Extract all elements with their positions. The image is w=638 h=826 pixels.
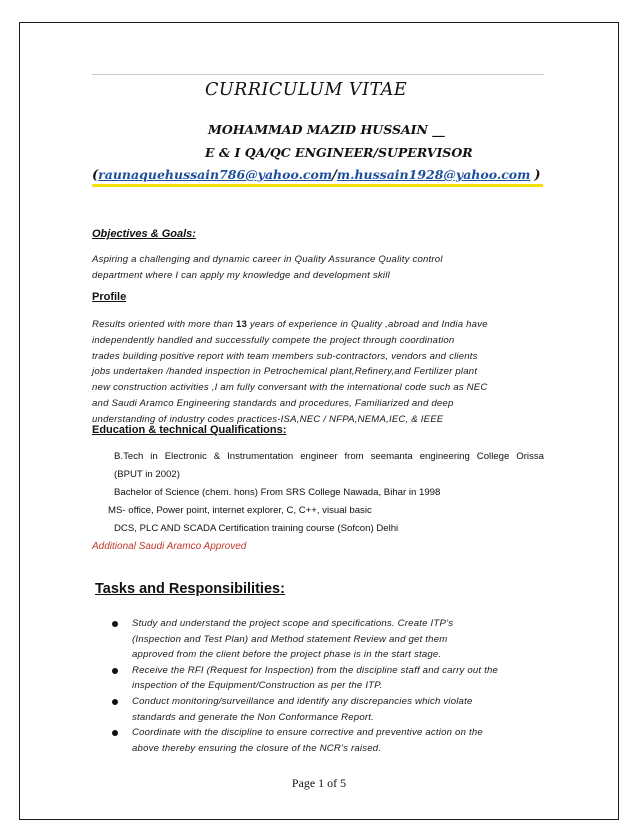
- task-line: (Inspection and Test Plan) and Method statement Review and get them: [132, 633, 448, 645]
- task-line: Study and understand the project scope and specifications. Create ITP’s: [132, 618, 454, 629]
- task-line: Receive the RFI (Request for Inspection) from the discipline staff and carry out the: [132, 664, 499, 676]
- profile-text: [92, 317, 552, 428]
- profile-line: jobs undertaken /handed inspection in Petrochemical plant,Refinery,and Fertilizer plant: [92, 366, 478, 378]
- profile-heading: Profile: [92, 291, 127, 303]
- profile-line: understanding of industry codes practices-ISA,NEC / NFPA,NEMA,IEC, & IEEE: [92, 413, 444, 425]
- profile-line-post: years of experience in Quality ,abroad and India have: [247, 319, 488, 330]
- bullet-icon: [112, 621, 118, 627]
- profile-line-pre: Results oriented with more than: [92, 319, 236, 330]
- tasks-list: [112, 616, 552, 756]
- profile-line: new construction activities ,I am fully conversant with the international code such as NEC: [92, 382, 488, 394]
- task-line: inspection of the Equipment/Construction as per the ITP.: [132, 680, 383, 692]
- education-item: MS- office, Power point, internet explorer, C, C++, visual basic: [108, 505, 372, 516]
- candidate-name: MOHAMMAD MAZID HUSSAIN __: [208, 122, 445, 137]
- profile-line: [92, 317, 552, 333]
- education-item: (BPUT in 2002): [114, 469, 180, 480]
- page-number: Page 1 of 5: [291, 776, 347, 790]
- candidate-role: E & I QA/QC ENGINEER/SUPERVISOR: [205, 145, 473, 160]
- task-item: [112, 725, 552, 756]
- profile-line: independently handled and successfully compete the project through coordination: [92, 334, 455, 346]
- document-title: CURRICULUM VITAE: [205, 80, 408, 100]
- bullet-icon: [112, 668, 118, 674]
- education-item: Bachelor of Science (chem. hons) From SRS College Nawada, Bihar in 1998: [114, 487, 441, 498]
- contact-close-paren: ): [534, 168, 541, 183]
- experience-years: 13: [235, 319, 248, 330]
- task-line: above thereby ensuring the closure of the NCR’s raised.: [132, 742, 382, 754]
- task-item: [112, 663, 552, 694]
- task-item: [112, 616, 552, 663]
- objectives-line: department where I can apply my knowledge and development skill: [92, 269, 390, 281]
- email-link-primary[interactable]: raunaquehussain786@yahoo.com: [98, 167, 333, 182]
- email-link-secondary[interactable]: m.hussain1928@yahoo.com: [336, 167, 531, 182]
- contact-line: [92, 167, 543, 187]
- contact-separator: /: [332, 168, 337, 183]
- tasks-heading: Tasks and Responsibilities:: [95, 581, 285, 597]
- contact-open-paren: (: [92, 168, 99, 183]
- objectives-text: [92, 252, 552, 284]
- education-item: DCS, PLC AND SCADA Certification training course (Sofcon) Delhi: [114, 523, 399, 534]
- objectives-heading: Objectives & Goals:: [92, 228, 196, 240]
- bullet-icon: [112, 730, 118, 736]
- task-line: standards and generate the Non Conformance Report.: [132, 711, 374, 723]
- aramco-approved-note: Additional Saudi Aramco Approved: [92, 541, 247, 552]
- profile-line: and Saudi Aramco Engineering standards and procedures, Familiarized and deep: [92, 397, 454, 409]
- objectives-line: Aspiring a challenging and dynamic career in Quality Assurance Quality control: [92, 254, 443, 265]
- profile-line: trades building positive report with team members sub-contractors, vendors and clients: [92, 350, 478, 362]
- task-item: [112, 694, 552, 725]
- task-line: approved from the client before the project phase is in the start stage.: [132, 649, 442, 661]
- education-heading: Education & technical Qualifications:: [92, 424, 287, 436]
- task-line: Conduct monitoring/surveillance and identify any discrepancies which violate: [132, 695, 473, 707]
- task-line: Coordinate with the discipline to ensure corrective and preventive action on the: [132, 727, 483, 739]
- bullet-icon: [112, 699, 118, 705]
- header-rule: [92, 74, 544, 75]
- education-item: B.Tech in Electronic & Instrumentation engineer from seemanta engineering College Orissa: [114, 451, 544, 462]
